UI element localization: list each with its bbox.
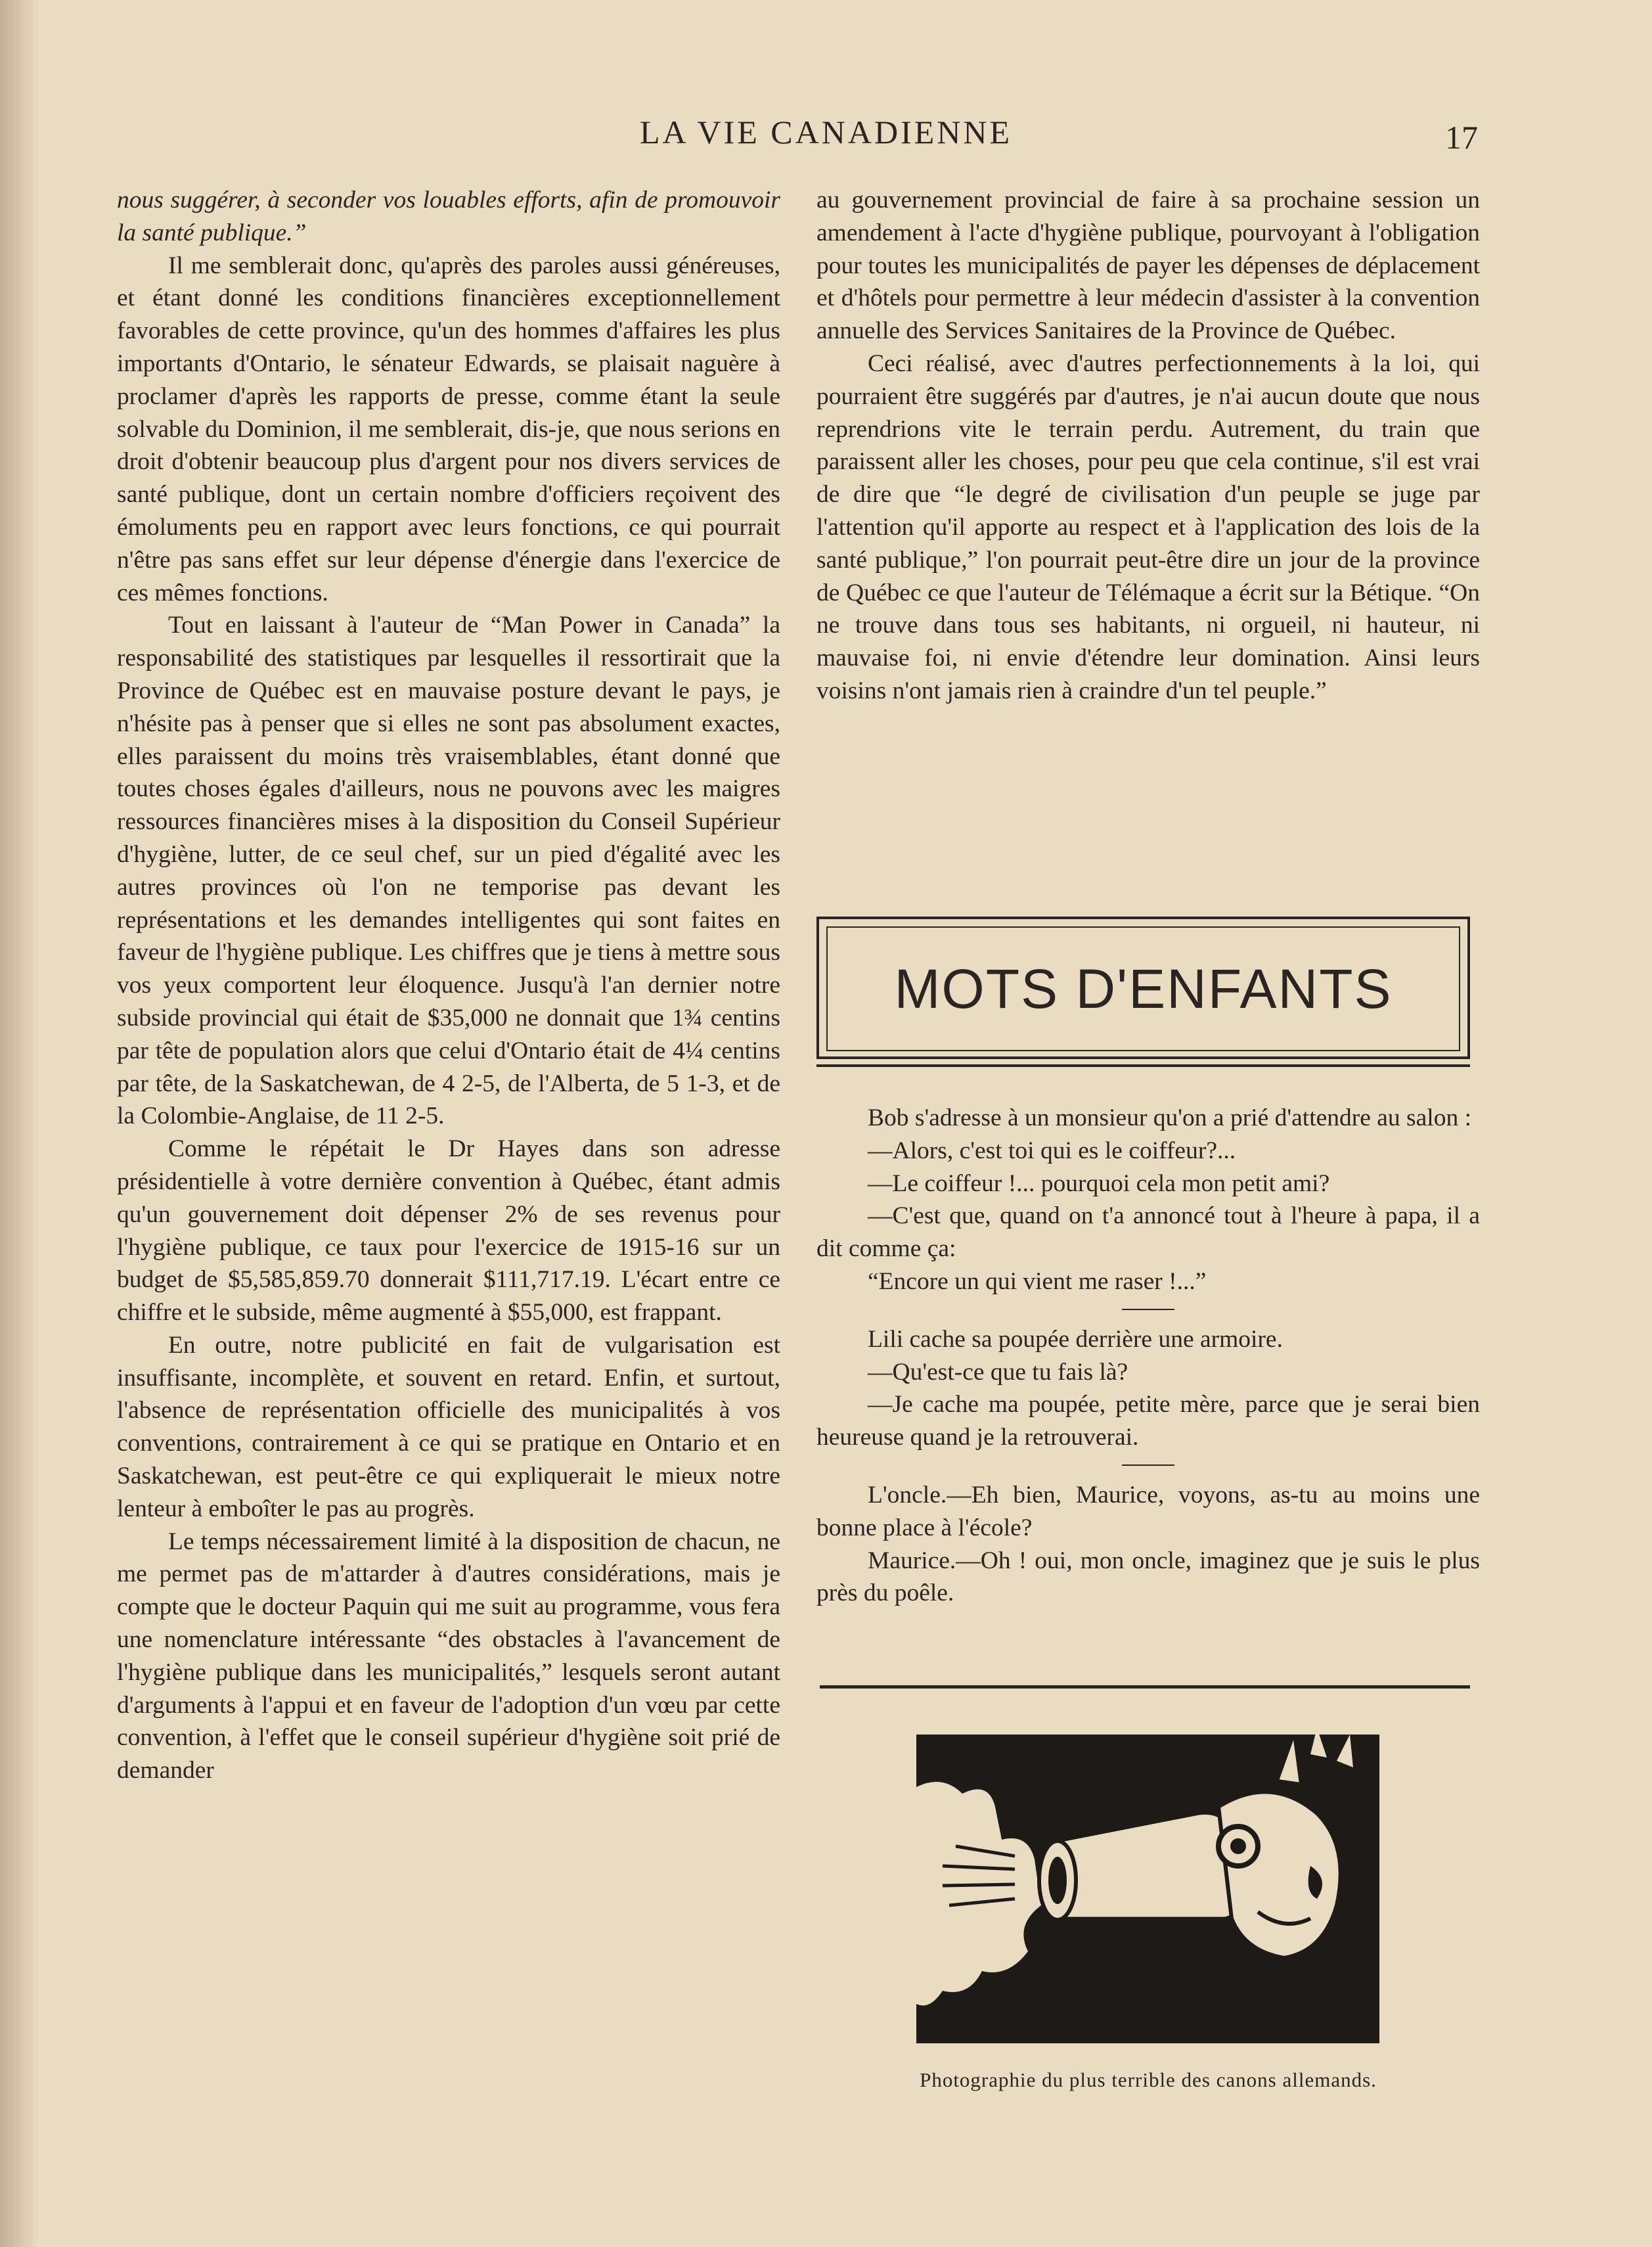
- paragraph: Comme le répétait le Dr Hayes dans son adresse présidentielle à votre dernière convention à Québec, étant admis qu'un gouvernement doit dépenser 2% de ses revenus pour l'hygiène publique, ce taux pour l'exercice de 1915-16 sur un budget de $5,585,859.70 donnerait $111,717.19. L'écart entre ce chiffre et le subside, même augmenté à $55,000, est frappant.: [117, 1135, 780, 1327]
- paragraph: Il me semblerait donc, qu'après des paroles aussi généreuses, et étant donné les conditions financières exceptionnellement favorables de cette province, qu'un des hommes d'affaires les plus importants d'Ontario, le sénateur Edwards, se plaisait naguère à proclamer d'après les rapports de presse, comme étant la seule solvable du Dominion, il me semblerait, dis-je, que nous serions en droit d'obtenir beaucoup plus d'argent pour nos divers services de santé publique, dont un certain nombre d'officiers reçoivent des émoluments peu en rapport avec leurs fonctions, ce qui pourrait n'être pas sans effet sur leur dépense d'énergie dans l'exercice de ces mêmes fonctions.: [117, 252, 780, 606]
- separator: [1122, 1309, 1174, 1310]
- paragraph: au gouvernement provincial de faire à sa prochaine session un amendement à l'acte d'hygiène publique, pourvoyant à l'obligation pour toutes les municipalités de payer les dépenses de déplacement et d'hôtels pour permettre à leur médecin d'assister à la convention annuelle des Services Sanitaires de la Province de Québec.: [816, 187, 1480, 345]
- cannon-cartoon-illustration: [916, 1735, 1379, 2043]
- section-rule: [816, 1064, 1470, 1067]
- anecdote-line: “Encore un qui vient me raser !...”: [868, 1267, 1207, 1295]
- anecdote-line: —C'est que, quand on t'a annoncé tout à l'heure à papa, il a dit comme ça:: [816, 1202, 1480, 1263]
- paragraph: nous suggérer, à seconder vos louables efforts, afin de promouvoir la santé publique.”: [117, 187, 780, 246]
- anecdote-line: L'oncle.—Eh bien, Maurice, voyons, as-tu au moins une bonne place à l'école?: [816, 1481, 1480, 1541]
- paragraph: Ceci réalisé, avec d'autres perfectionnements à la loi, qui pourraient être suggérés par d'autres, je n'ai aucun doute que nous reprendrions vite le terrain perdu. Autrement, du train que paraissent aller les choses, pour peu que cela continue, s'il est vrai de dire que “le degré de civilisation d'un peuple se juge par l'attention qu'il apporte au respect et à l'application des lois de la santé publique,” l'on pourrait peut-être dire un jour de la province de Québec ce que l'auteur de Télémaque a écrit sur la Bétique. “On ne trouve dans tous ses habitants, ni orgueil, ni hauteur, ni mauvaise foi, ni envie d'étendre leur domination. Ainsi leurs voisins n'ont jamais rien à craindre d'un tel peuple.”: [816, 350, 1480, 704]
- separator: [1122, 1464, 1174, 1466]
- running-head: LA VIE CANADIENNE: [639, 114, 1013, 150]
- paragraph: En outre, notre publicité en fait de vulgarisation est insuffisante, incomplète, et souvent en retard. Enfin, et surtout, l'absence de représentation officielle des municipalités à vos conventions, contrairement à ce qui se pratique en Ontario et en Saskatchewan, est peut-être ce qui expliquerait le mieux notre lenteur à emboîter le pas au progrès.: [117, 1331, 780, 1522]
- paragraph: Le temps nécessairement limité à la disposition de chacun, ne me permet pas de m'attarder à d'autres considérations, mais je compte que le docteur Paquin qui me suit au programme, vous fera une nomenclature intéressante “des obstacles à l'avancement de l'hygiène publique dans les municipalités,” lesquels seront autant d'arguments à l'appui et en faveur de l'adoption d'un vœu par cette convention, à l'effet que le conseil supérieur d'hygiène soit prié de demander: [117, 1528, 780, 1784]
- anecdote-line: —Je cache ma poupée, petite mère, parce que je serai bien heureuse quand je la retrouverai.: [816, 1391, 1480, 1451]
- anecdote-line: Lili cache sa poupée derrière une armoire.: [868, 1325, 1283, 1353]
- anecdote-line: Bob s'adresse à un monsieur qu'on a prié d'attendre au salon :: [868, 1104, 1471, 1131]
- right-column-top: [816, 184, 1480, 708]
- paragraph: Tout en laissant à l'auteur de “Man Power in Canada” la responsabilité des statistiques par lesquelles il ressortirait que la Province de Québec est en mauvaise posture devant le pays, je n'hésite pas à penser que si elles ne sont pas absolument exactes, elles paraissent du moins très vraisemblables, étant donné que toutes choses égales d'ailleurs, nous ne pouvons avec les maigres ressources financières mises à la disposition du Conseil Supérieur d'hygiène, lutter, de ce seul chef, sur un pied d'égalité avec les autres provinces où l'on ne temporise pas devant les représentations et les demandes intelligentes qui sont faites en faveur de l'hygiène publique. Les chiffres que je tiens à mettre sous vos yeux comportent leur éloquence. Jusqu'à l'an dernier notre subside provincial qui était de $35,000 ne donnait que 1¾ centins par tête de population alors que celui d'Ontario était de 4¼ centins par tête, de la Saskatchewan, de 4 2-5, de l'Alberta, de 5 1-3, et de la Colombie-Anglaise, de 11 2-5.: [117, 612, 780, 1130]
- anecdote-line: —Le coiffeur !... pourquoi cela mon petit ami?: [868, 1169, 1330, 1197]
- anecdote-line: —Qu'est-ce que tu fais là?: [868, 1358, 1128, 1386]
- figure-caption: Photographie du plus terrible des canons allemands.: [920, 2068, 1377, 2091]
- left-column: [117, 184, 780, 1787]
- anecdote-line: Maurice.—Oh ! oui, mon oncle, imaginez que je suis le plus près du poêle.: [816, 1547, 1480, 1607]
- figure-rule: [820, 1685, 1470, 1689]
- anecdotes: [816, 1102, 1480, 1610]
- section-box: [826, 926, 1460, 1051]
- section-title: MOTS D'ENFANTS: [894, 957, 1393, 1020]
- page-edge-shadow: [0, 0, 39, 2247]
- page-number: 17: [1445, 119, 1478, 156]
- anecdote-line: —Alors, c'est toi qui es le coiffeur?...: [868, 1137, 1236, 1164]
